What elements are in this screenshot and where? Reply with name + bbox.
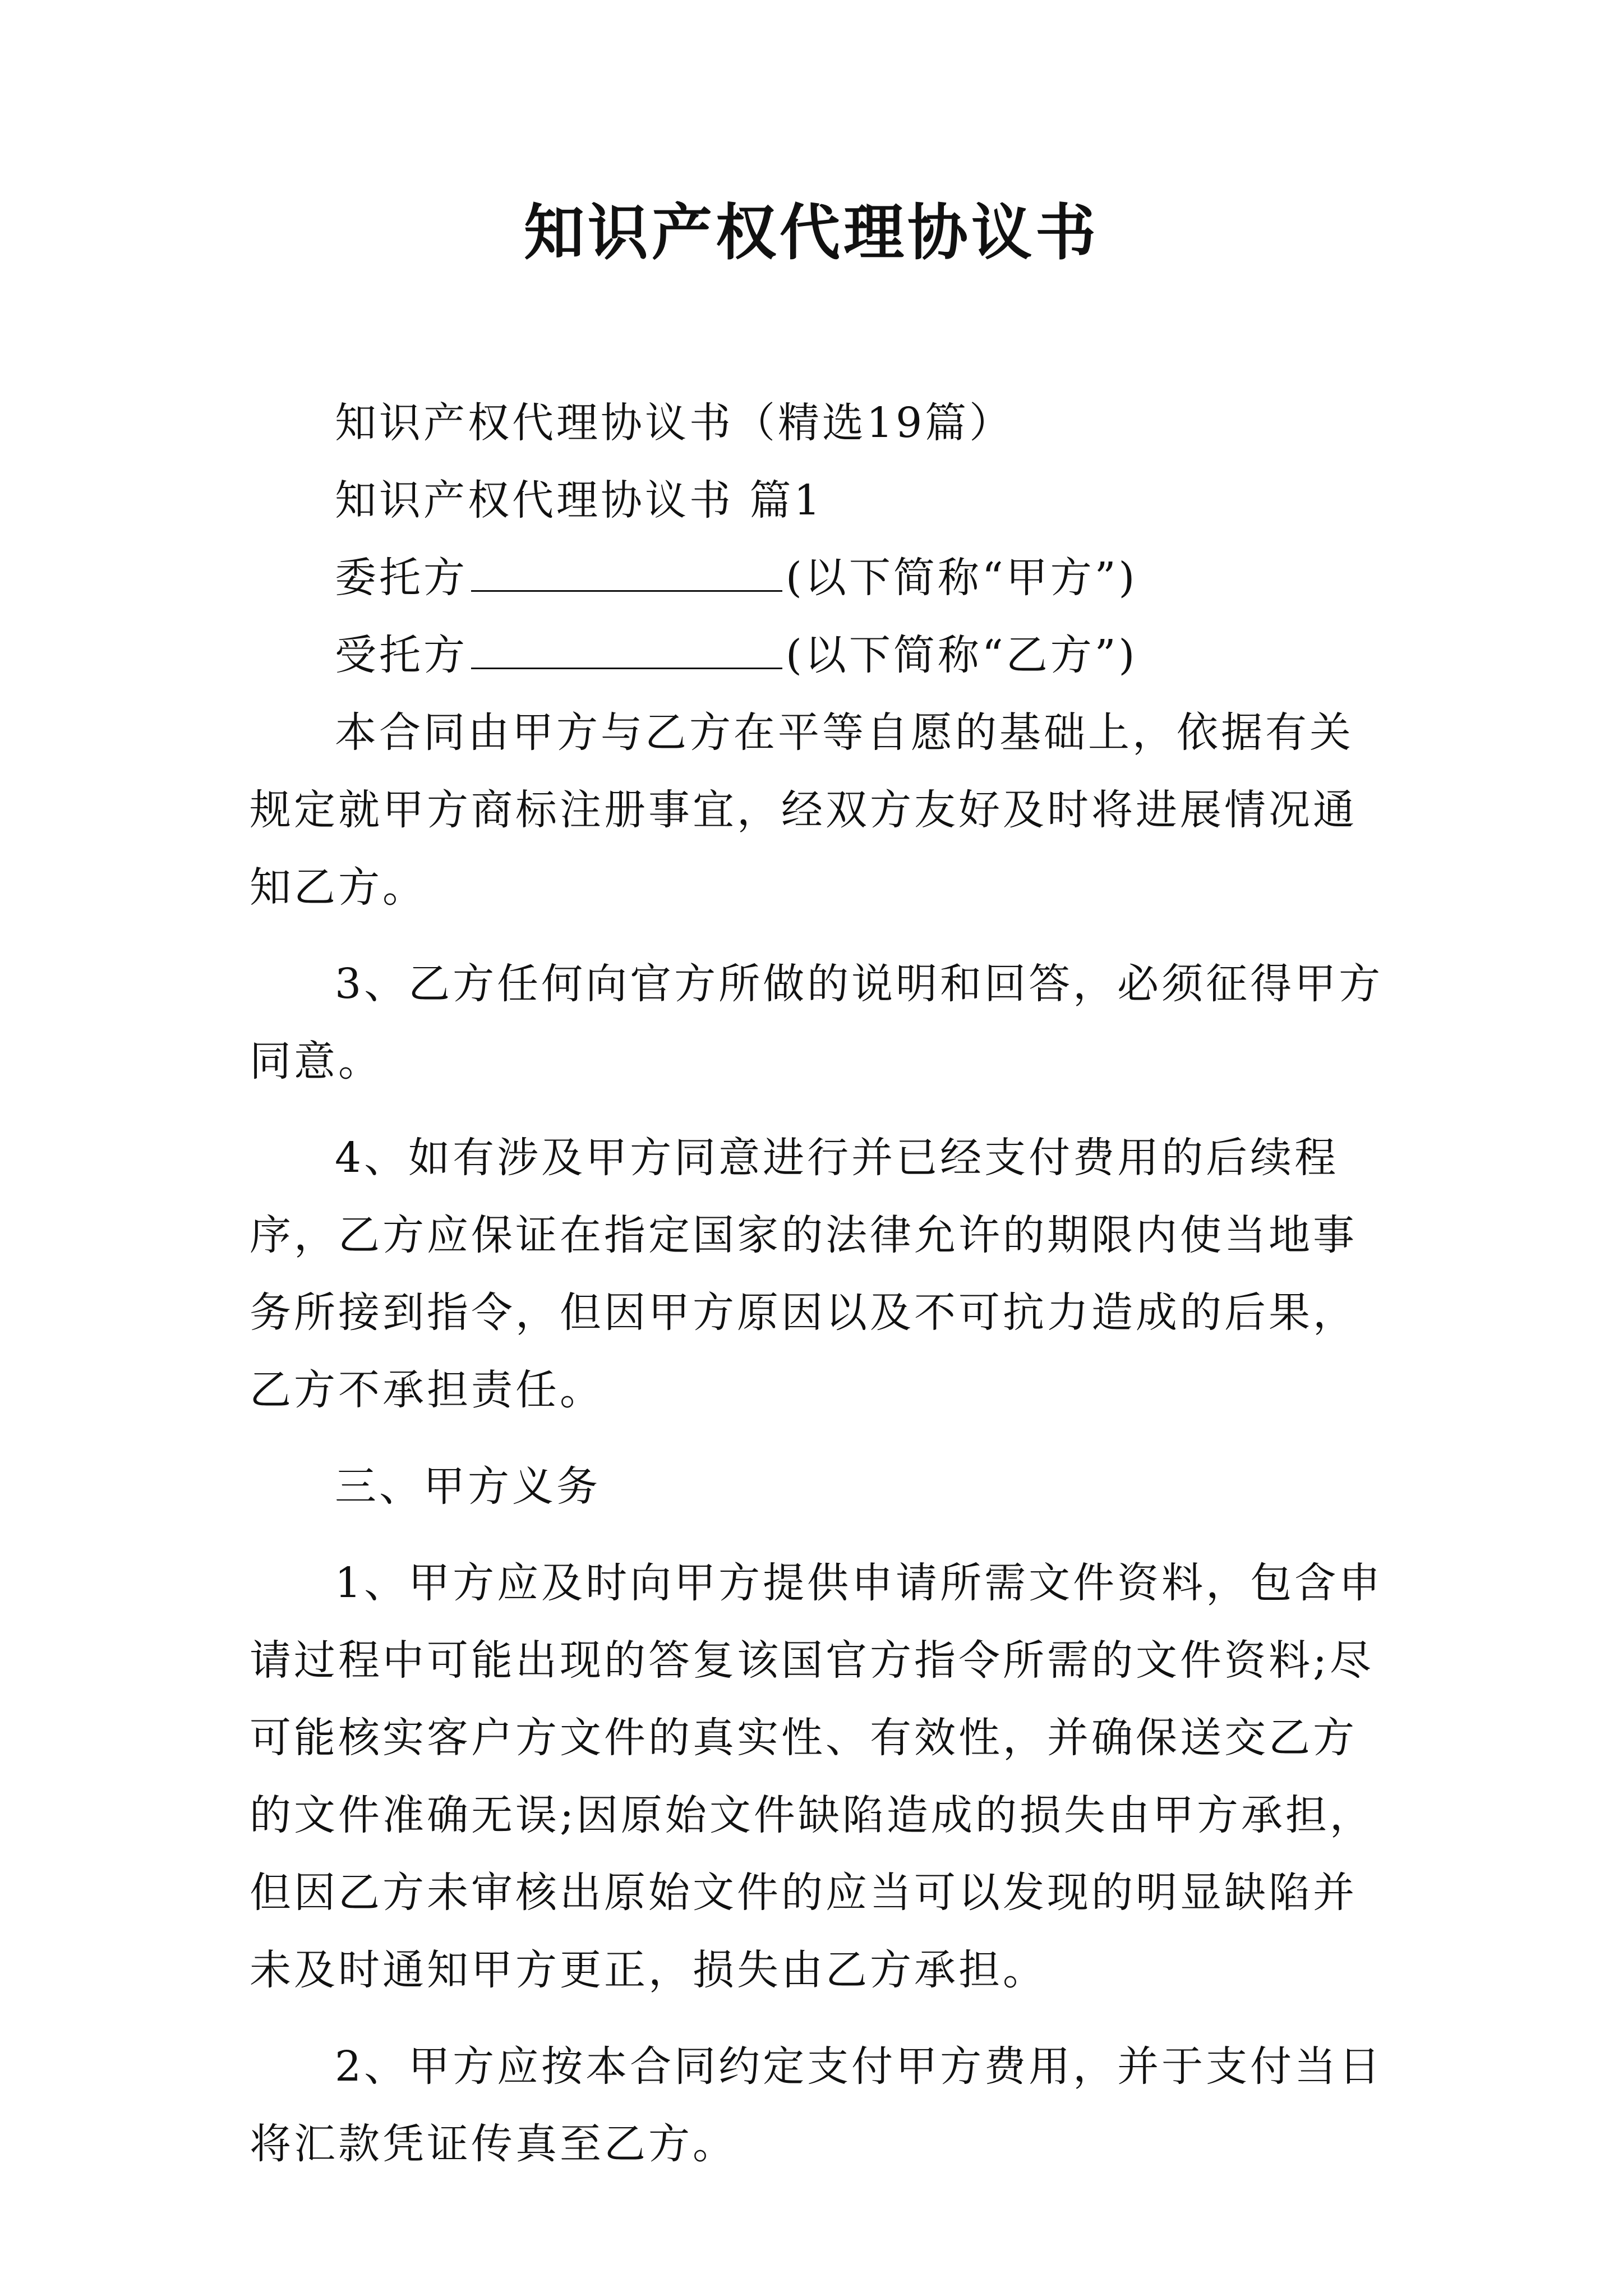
paragraph-gap — [250, 1429, 1391, 1448]
paragraph-gap — [250, 2009, 1391, 2028]
clause-3-paragraph: 3、乙方任何向官方所做的说明和回答，必须征得甲方同意。 — [250, 960, 1384, 1085]
paragraph-gap — [250, 1100, 1391, 1119]
document-subtitle: 知识产权代理协议书（精选19篇） — [335, 399, 1014, 447]
client-label: 委托方 — [335, 554, 468, 602]
intro-paragraph: 本合同由甲方与乙方在平等自愿的基础上，依据有关规定就甲方商标注册事宜，经双方友好及时将进展情况通知乙方。 — [250, 708, 1357, 912]
clause-4-paragraph: 4、如有涉及甲方同意进行并已经支付费用的后续程序，乙方应保证在指定国家的法律允许的期限内使当地事务所接到指令，但因甲方原因以及不可抗力造成的后果，乙方不承担责任。 — [250, 1134, 1357, 1414]
agent-name-blank — [471, 634, 782, 669]
duty-1-paragraph: 1、甲方应及时向甲方提供申请所需文件资料，包含申请过程中可能出现的答复该国官方指令所需的文件资料;尽可能核实客户方文件的真实性、有效性，并确保送交乙方的文件准确无误;因原始文件缺陷造成的损失由甲方承担，但因乙方未审核出原始文件的应当可以发现的明显缺陷并未及时通知甲方更正，损失由乙方承担。 — [250, 1559, 1384, 1994]
document-title: 知识产权代理协议书 — [523, 197, 1099, 268]
document-body — [250, 384, 1391, 2183]
agent-note: (以下简称“乙方”) — [786, 631, 1138, 679]
agent-label: 受托方 — [335, 631, 468, 679]
client-line — [250, 539, 1391, 616]
client-note: (以下简称“甲方”) — [786, 554, 1138, 602]
client-name-blank — [471, 556, 782, 592]
paragraph-gap — [250, 1525, 1391, 1544]
agent-line — [250, 616, 1391, 694]
paragraph-gap — [250, 926, 1391, 945]
section-heading-party-a-duties: 三、甲方义务 — [335, 1462, 601, 1511]
section-title: 知识产权代理协议书 篇1 — [335, 476, 823, 524]
duty-2-paragraph: 2、甲方应按本合同约定支付甲方费用，并于支付当日将汇款凭证传真至乙方。 — [250, 2042, 1384, 2168]
